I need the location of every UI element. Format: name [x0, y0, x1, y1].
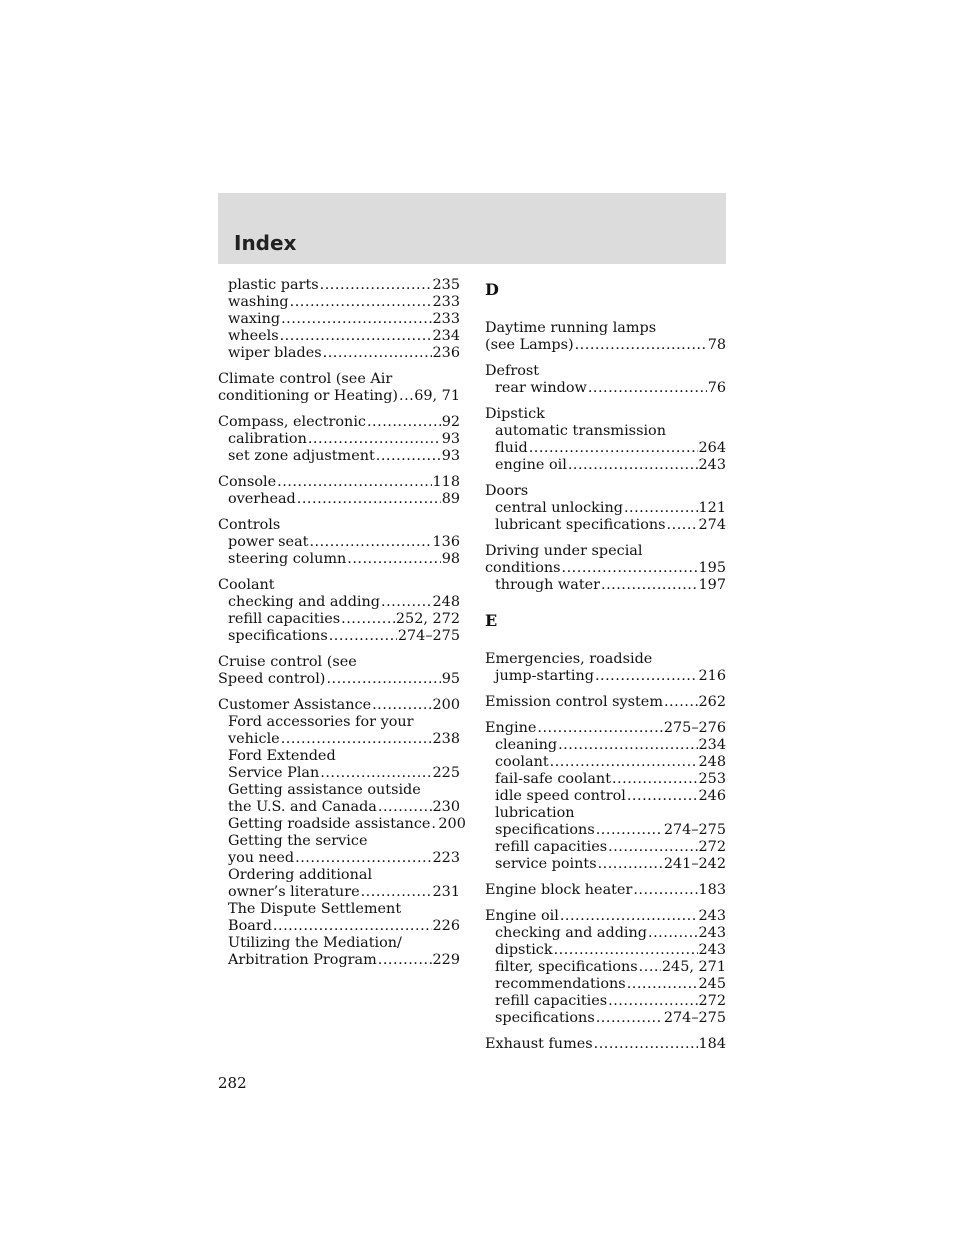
- index-line: [485, 694, 726, 711]
- index-entry: [218, 414, 460, 465]
- page-reference: 195: [698, 560, 726, 576]
- index-line: [485, 908, 726, 925]
- dot-leader: [612, 771, 698, 788]
- dot-leader: [308, 431, 441, 448]
- index-term: Emergencies, roadside: [485, 651, 653, 667]
- page-reference: 231: [432, 884, 460, 900]
- index-line: [218, 328, 460, 345]
- page-reference: 183: [698, 882, 726, 898]
- index-line: [485, 882, 726, 899]
- index-term: Ford accessories for your: [228, 714, 414, 730]
- index-term: conditioning or Heating): [218, 388, 399, 404]
- index-term: vehicle: [228, 731, 280, 747]
- dot-leader: [431, 816, 437, 833]
- dot-leader: [320, 765, 431, 782]
- page-reference: 274: [698, 517, 726, 533]
- index-term: set zone adjustment: [228, 448, 375, 464]
- section-letter: D: [485, 280, 499, 299]
- page-reference: 233: [432, 311, 460, 327]
- index-term: Engine: [485, 720, 537, 736]
- index-term: Arbitration Program: [228, 952, 377, 968]
- dot-leader: [639, 959, 661, 976]
- index-entry: [485, 406, 726, 474]
- dot-leader: [598, 856, 663, 873]
- page-reference: 274–275: [663, 822, 726, 838]
- index-term: Defrost: [485, 363, 540, 379]
- index-term: cleaning: [495, 737, 558, 753]
- index-line: [218, 714, 460, 731]
- index-term: checking and adding: [228, 594, 381, 610]
- index-term: checking and adding: [495, 925, 648, 941]
- page-reference: 241–242: [663, 856, 726, 872]
- index-line: [485, 925, 726, 942]
- index-entry: [218, 697, 460, 748]
- index-line: [485, 560, 726, 577]
- index-term: wheels: [228, 328, 279, 344]
- dot-leader: [537, 720, 662, 737]
- index-line: [485, 483, 726, 500]
- index-line: [485, 788, 726, 805]
- dot-leader: [588, 380, 707, 397]
- dot-leader: [664, 694, 698, 711]
- index-line: [485, 993, 726, 1010]
- index-entry: [218, 654, 460, 688]
- index-line: [218, 345, 460, 362]
- index-term: lubricant specifications: [495, 517, 666, 533]
- dot-leader: [281, 731, 432, 748]
- index-term: Console: [218, 474, 277, 490]
- index-line: [218, 816, 466, 833]
- index-entry: [485, 320, 726, 354]
- dot-leader: [290, 294, 432, 311]
- index-term: Customer Assistance: [218, 697, 372, 713]
- index-entry: [485, 908, 726, 1027]
- index-term: Daytime running lamps: [485, 320, 657, 336]
- index-term: fail-safe coolant: [495, 771, 611, 787]
- index-line: [218, 388, 460, 405]
- page-reference: 89: [441, 491, 460, 507]
- dot-leader: [558, 737, 697, 754]
- dot-leader: [320, 277, 432, 294]
- dot-leader: [550, 754, 698, 771]
- index-line: [218, 731, 460, 748]
- index-term: Coolant: [218, 577, 275, 593]
- page-reference: 226: [432, 918, 460, 934]
- index-line: [485, 805, 726, 822]
- index-term: Ford Extended: [228, 748, 336, 764]
- index-line: [218, 414, 460, 431]
- page-reference: 93: [441, 431, 460, 447]
- index-term: owner’s literature: [228, 884, 360, 900]
- dot-leader: [323, 345, 432, 362]
- dot-leader: [297, 491, 441, 508]
- page-reference: 225: [432, 765, 460, 781]
- index-term: specifications: [495, 822, 595, 838]
- index-line: [218, 594, 460, 611]
- page-reference: 223: [432, 850, 460, 866]
- index-term: washing: [228, 294, 289, 310]
- index-line: [485, 363, 726, 380]
- dot-leader: [367, 414, 441, 431]
- index-entry: [485, 1036, 726, 1053]
- dot-leader: [554, 942, 698, 959]
- dot-leader: [341, 611, 395, 628]
- index-line: [218, 867, 460, 884]
- index-term: jump-starting: [495, 668, 594, 684]
- index-line: [485, 754, 726, 771]
- index-term: power seat: [228, 534, 309, 550]
- index-term: (see Lamps): [485, 337, 574, 353]
- dot-leader: [529, 440, 698, 457]
- index-line: [218, 952, 460, 969]
- dot-leader: [627, 788, 698, 805]
- index-line: [485, 856, 726, 873]
- index-term: The Dispute Settlement: [228, 901, 402, 917]
- page-reference: 93: [441, 448, 460, 464]
- index-line: [218, 833, 460, 850]
- index-line: [485, 320, 726, 337]
- page-reference: 274–275: [397, 628, 460, 644]
- page-reference: 95: [441, 671, 460, 687]
- index-line: [218, 534, 460, 551]
- index-line: [485, 543, 726, 560]
- dot-leader: [295, 850, 431, 867]
- index-term: idle speed control: [495, 788, 626, 804]
- page-reference: 118: [432, 474, 460, 490]
- page-reference: 98: [441, 551, 460, 567]
- page-reference: 275–276: [663, 720, 726, 736]
- index-term: central unlocking: [495, 500, 623, 516]
- page-reference: 238: [432, 731, 460, 747]
- index-line: [485, 440, 726, 457]
- header-band: [218, 193, 726, 264]
- index-entry: [218, 816, 466, 969]
- page-reference: 216: [698, 668, 726, 684]
- index-line: [218, 551, 460, 568]
- index-term: Utilizing the Mediation/: [228, 935, 402, 951]
- index-term: Speed control): [218, 671, 326, 687]
- dot-leader: [280, 328, 432, 345]
- index-term: steering column: [228, 551, 347, 567]
- index-entry: [485, 363, 726, 397]
- page-reference: 236: [432, 345, 460, 361]
- dot-leader: [596, 822, 663, 839]
- index-line: [485, 423, 726, 440]
- dot-leader: [378, 799, 432, 816]
- page-reference: 235: [432, 277, 460, 293]
- index-term: coolant: [495, 754, 549, 770]
- index-line: [485, 651, 726, 668]
- index-line: [485, 720, 726, 737]
- dot-leader: [347, 551, 440, 568]
- dot-leader: [361, 884, 432, 901]
- index-line: [218, 431, 460, 448]
- index-line: [218, 371, 460, 388]
- index-term: conditions: [485, 560, 561, 576]
- dot-leader: [608, 839, 697, 856]
- index-column-left: [218, 277, 466, 969]
- index-term: Getting roadside assistance: [228, 816, 431, 832]
- page-reference: 92: [441, 414, 460, 430]
- index-line: [485, 668, 726, 685]
- page-reference: 262: [698, 694, 726, 710]
- page-reference: 243: [698, 457, 726, 473]
- index-line: [218, 474, 460, 491]
- index-term: recommendations: [495, 976, 626, 992]
- index-line: [485, 976, 726, 993]
- page-reference: 234: [432, 328, 460, 344]
- index-line: [218, 517, 460, 534]
- dot-leader: [608, 993, 697, 1010]
- dot-leader: [624, 500, 698, 517]
- dot-leader: [329, 628, 397, 645]
- index-term: Driving under special: [485, 543, 643, 559]
- page-reference: 69, 71: [414, 388, 460, 404]
- index-term: Exhaust fumes: [485, 1036, 593, 1052]
- index-term: Compass, electronic: [218, 414, 366, 430]
- index-term: wiper blades: [228, 345, 322, 361]
- index-entry: [218, 782, 460, 816]
- index-line: [485, 1010, 726, 1027]
- index-term: filter, specifications: [495, 959, 638, 975]
- index-line: [218, 577, 460, 594]
- index-term: refill capacities: [495, 993, 608, 1009]
- index-term: lubrication: [495, 805, 575, 821]
- index-entry: [485, 694, 726, 711]
- page-reference: 245: [698, 976, 726, 992]
- index-entry: [218, 748, 460, 782]
- dot-leader: [667, 517, 698, 534]
- index-line: [218, 611, 460, 628]
- index-line: [218, 277, 460, 294]
- dot-leader: [633, 882, 697, 899]
- index-column-right: [485, 277, 726, 1053]
- index-line: [485, 822, 726, 839]
- page-reference: 272: [698, 993, 726, 1009]
- dot-leader: [378, 952, 432, 969]
- dot-leader: [277, 474, 431, 491]
- index-line: [485, 942, 726, 959]
- dot-leader: [560, 908, 698, 925]
- index-entry: [485, 720, 726, 873]
- index-line: [218, 671, 460, 688]
- page-reference: 272: [698, 839, 726, 855]
- index-term: Engine block heater: [485, 882, 633, 898]
- page-reference: 197: [698, 577, 726, 593]
- index-term: dipstick: [495, 942, 553, 958]
- index-term: calibration: [228, 431, 307, 447]
- dot-leader: [281, 311, 431, 328]
- index-term: Engine oil: [485, 908, 559, 924]
- index-line: [218, 697, 460, 714]
- page-reference: 136: [432, 534, 460, 550]
- index-term: fluid: [495, 440, 528, 456]
- index-line: [218, 935, 460, 952]
- dot-leader: [562, 560, 698, 577]
- index-term: Doors: [485, 483, 529, 499]
- page-reference: 245, 271: [661, 959, 726, 975]
- index-term: service points: [495, 856, 597, 872]
- index-line: [485, 771, 726, 788]
- index-line: [218, 765, 460, 782]
- page-reference: 234: [698, 737, 726, 753]
- page-reference: 184: [698, 1036, 726, 1052]
- index-line: [485, 380, 726, 397]
- index-entry: [485, 483, 726, 534]
- index-term: through water: [495, 577, 600, 593]
- index-term: engine oil: [495, 457, 567, 473]
- dot-leader: [627, 976, 698, 993]
- dot-leader: [575, 337, 707, 354]
- page-reference: 76: [707, 380, 726, 396]
- index-term: specifications: [228, 628, 328, 644]
- index-line: [218, 448, 460, 465]
- index-line: [485, 737, 726, 754]
- index-term: Getting assistance outside: [228, 782, 421, 798]
- index-term: Cruise control (see: [218, 654, 357, 670]
- dot-leader: [596, 1010, 663, 1027]
- index-term: the U.S. and Canada: [228, 799, 377, 815]
- page-title: Index: [234, 231, 297, 255]
- index-line: [218, 311, 460, 328]
- page-reference: 78: [707, 337, 726, 353]
- index-entry: [485, 543, 726, 594]
- page-reference: 243: [698, 908, 726, 924]
- page-reference: 200: [432, 697, 460, 713]
- index-line: [218, 799, 460, 816]
- index-term: automatic transmission: [495, 423, 666, 439]
- index-line: [218, 850, 460, 867]
- index-term: Controls: [218, 517, 281, 533]
- index-term: you need: [228, 850, 295, 866]
- index-term: Board: [228, 918, 272, 934]
- index-line: [485, 1036, 726, 1053]
- page-number: 282: [218, 1074, 247, 1092]
- page-reference: 233: [432, 294, 460, 310]
- index-term: waxing: [228, 311, 281, 327]
- index-line: [218, 901, 460, 918]
- index-entry: [218, 371, 460, 405]
- index-line: [218, 628, 460, 645]
- index-entry: [485, 651, 726, 685]
- index-line: [485, 577, 726, 594]
- dot-leader: [372, 697, 431, 714]
- page-reference: 264: [698, 440, 726, 456]
- dot-leader: [381, 594, 432, 611]
- index-term: Ordering additional: [228, 867, 373, 883]
- page-reference: 253: [698, 771, 726, 787]
- index-term: specifications: [495, 1010, 595, 1026]
- dot-leader: [376, 448, 441, 465]
- index-term: Emission control system: [485, 694, 663, 710]
- index-line: [218, 294, 460, 311]
- index-entry: [218, 517, 460, 568]
- index-term: refill capacities: [495, 839, 608, 855]
- index-term: Service Plan: [228, 765, 320, 781]
- index-line: [485, 959, 726, 976]
- page-reference: 246: [698, 788, 726, 804]
- page-reference: 248: [432, 594, 460, 610]
- index-term: Getting the service: [228, 833, 368, 849]
- dot-leader: [648, 925, 698, 942]
- page-reference: 248: [698, 754, 726, 770]
- page-reference: 230: [432, 799, 460, 815]
- page-reference: 274–275: [663, 1010, 726, 1026]
- index-line: [485, 839, 726, 856]
- section-letter: E: [485, 611, 498, 630]
- page-reference: 252, 272: [395, 611, 460, 627]
- index-line: [218, 491, 460, 508]
- page-reference: 121: [698, 500, 726, 516]
- dot-leader: [594, 1036, 698, 1053]
- index-line: [218, 654, 460, 671]
- index-line: [485, 500, 726, 517]
- index-term: overhead: [228, 491, 296, 507]
- index-line: [218, 884, 460, 901]
- page-reference: 200: [438, 816, 466, 832]
- dot-leader: [568, 457, 698, 474]
- index-line: [485, 457, 726, 474]
- dot-leader: [326, 671, 440, 688]
- index-line: [485, 517, 726, 534]
- page-reference: 243: [698, 925, 726, 941]
- index-term: refill capacities: [228, 611, 341, 627]
- index-term: rear window: [495, 380, 587, 396]
- index-entry: [485, 882, 726, 899]
- index-line: [218, 782, 460, 799]
- index-entry: [218, 577, 460, 645]
- page-reference: 243: [698, 942, 726, 958]
- dot-leader: [309, 534, 431, 551]
- dot-leader: [595, 668, 698, 685]
- index-line: [485, 406, 726, 423]
- page-reference: 229: [432, 952, 460, 968]
- dot-leader: [399, 388, 413, 405]
- index-entry: [218, 277, 460, 362]
- index-line: [218, 748, 460, 765]
- index-line: [485, 337, 726, 354]
- dot-leader: [601, 577, 698, 594]
- index-term: Climate control (see Air: [218, 371, 393, 387]
- index-term: Dipstick: [485, 406, 545, 422]
- index-entry: [218, 474, 460, 508]
- index-line: [218, 918, 460, 935]
- dot-leader: [273, 918, 432, 935]
- index-term: plastic parts: [228, 277, 319, 293]
